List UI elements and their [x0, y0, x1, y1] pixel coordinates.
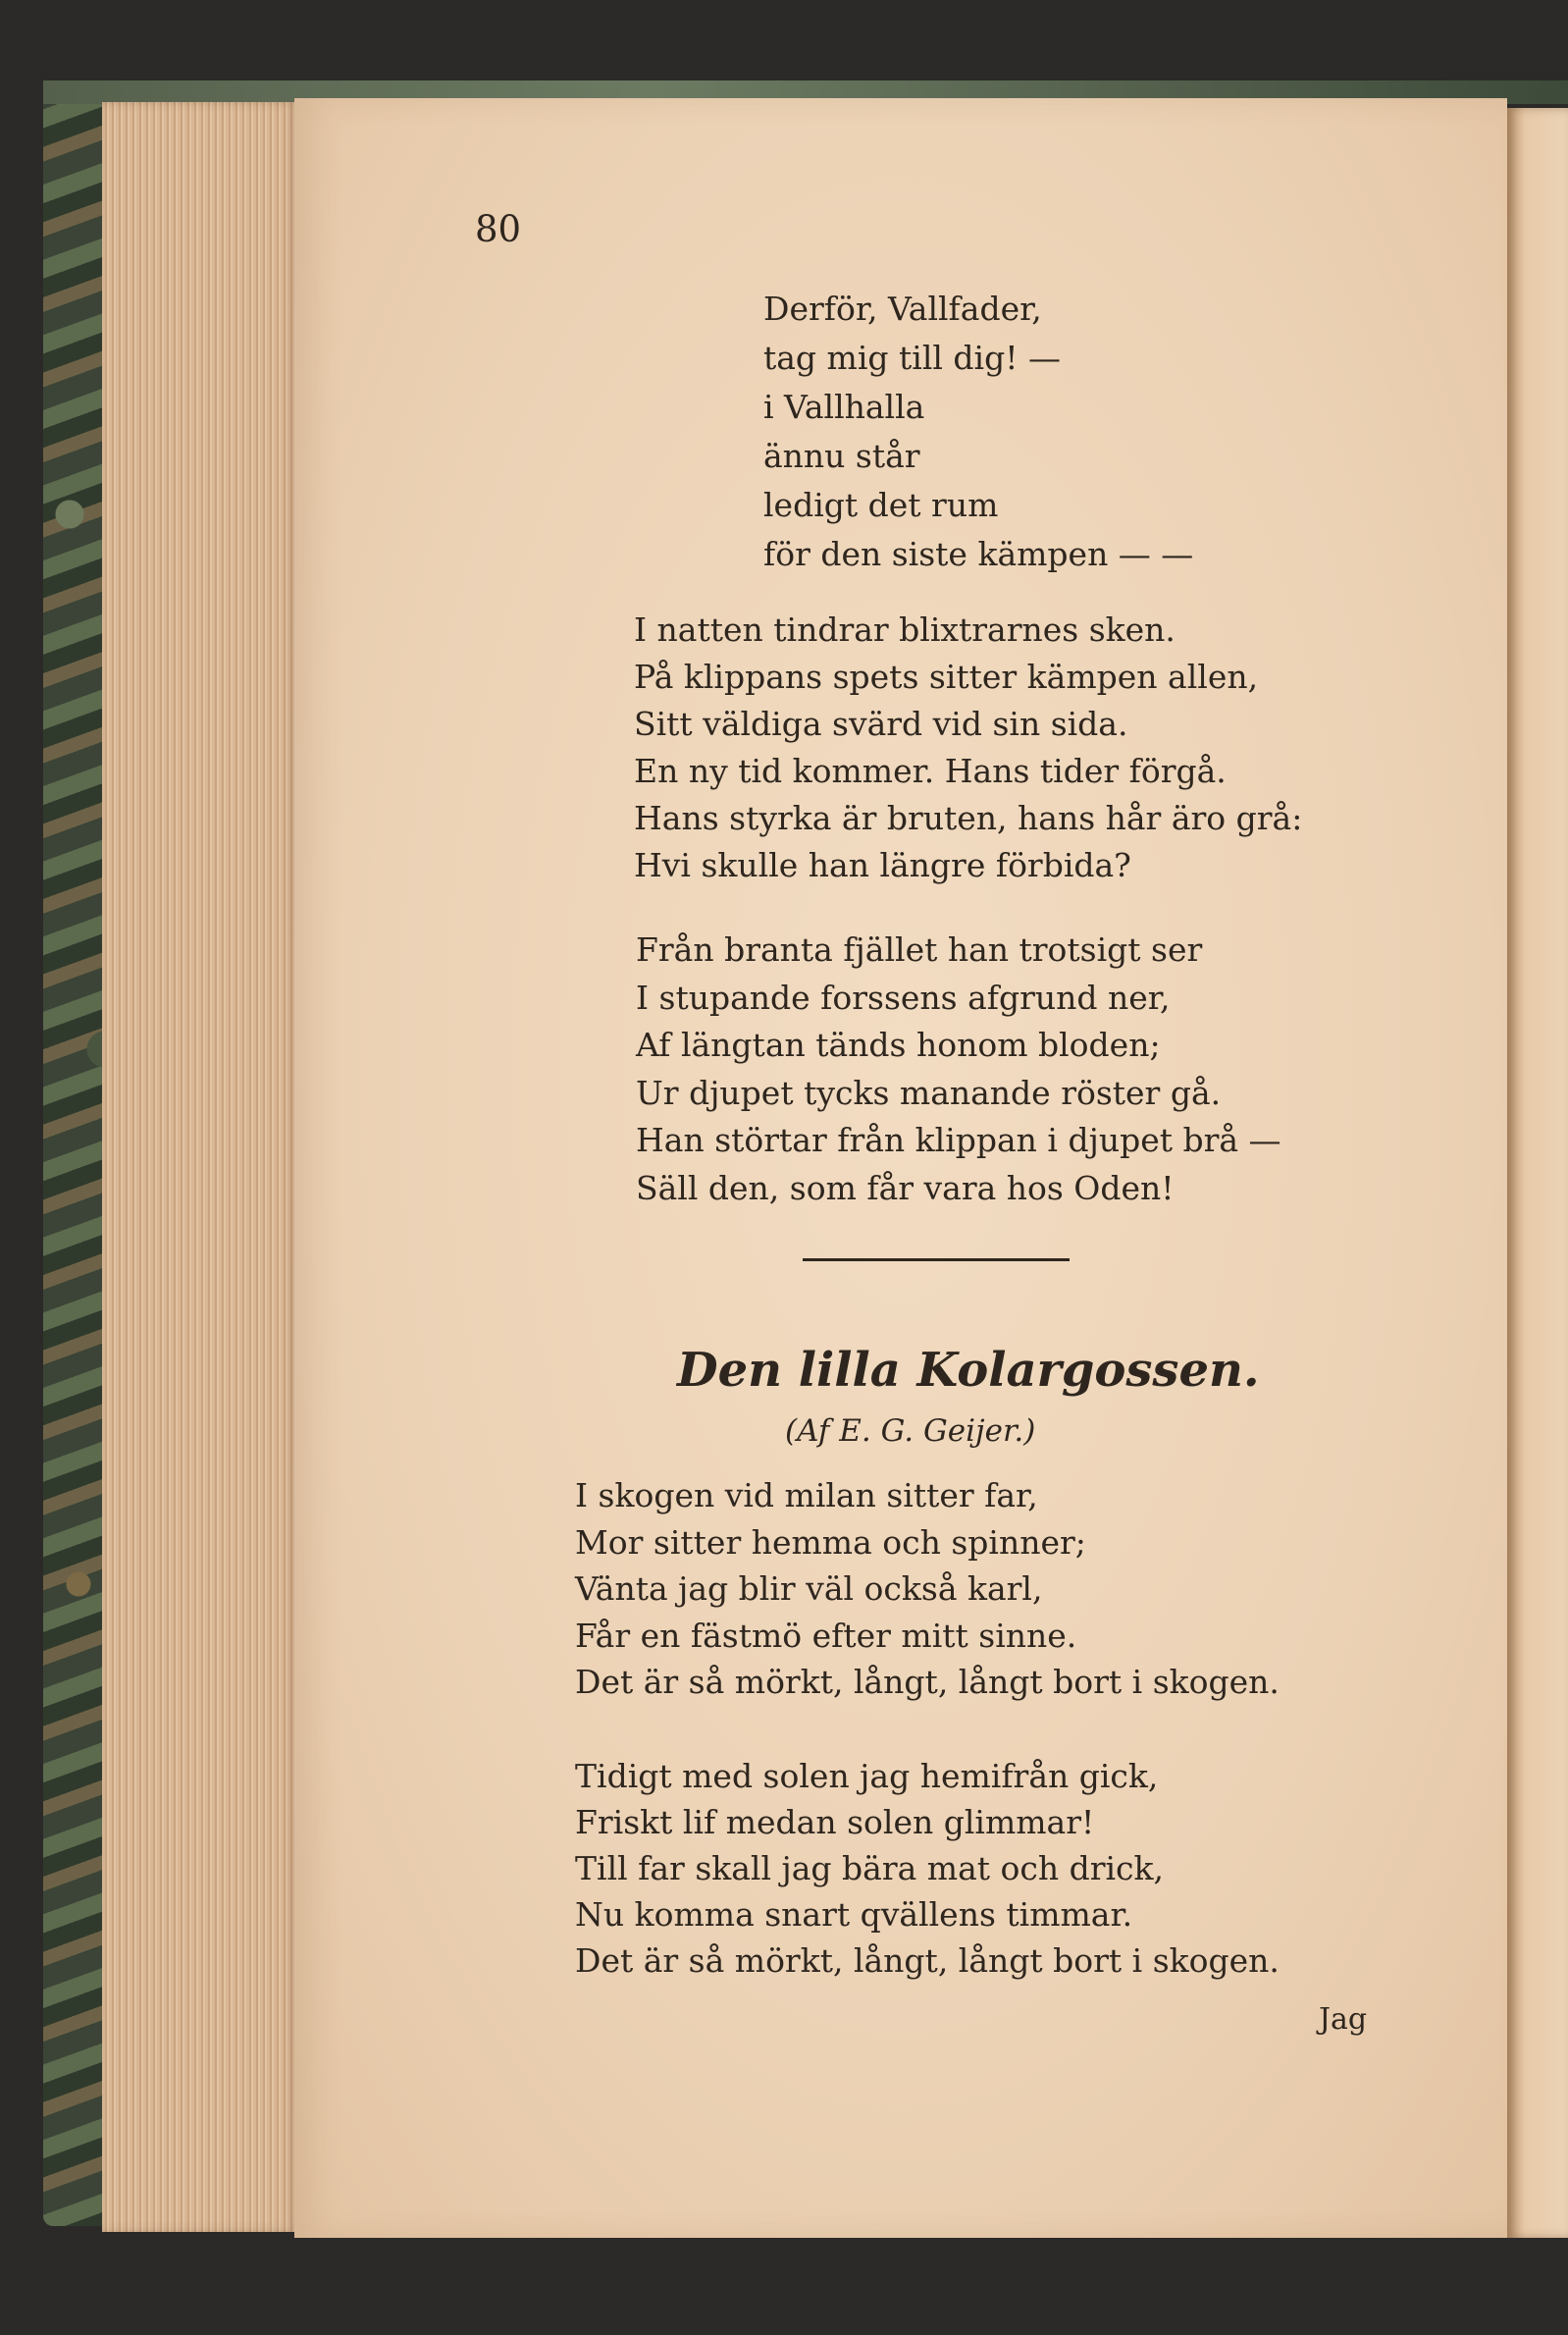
- verse-line: Mor sitter hemma och spinner;: [575, 1522, 1086, 1562]
- verse-line: På klippans spets sitter kämpen allen,: [634, 658, 1259, 696]
- verse-line: En ny tid kommer. Hans tider förgå.: [634, 752, 1227, 790]
- verse-line: Det är så mörkt, långt, långt bort i skogen.: [575, 1941, 1280, 1980]
- verse-line: Nu komma snart qvällens timmar.: [575, 1895, 1133, 1934]
- verse-line: tag mig till dig! —: [763, 339, 1061, 377]
- verse-line: ledigt det rum: [763, 486, 999, 524]
- stanza-1: [763, 285, 1193, 579]
- verse-line: I natten tindrar blixtrarnes sken.: [634, 610, 1176, 649]
- stanza-5: [575, 1753, 1280, 1984]
- verse-line: Sitt väldiga svärd vid sin sida.: [634, 705, 1128, 743]
- verse-line: Vänta jag blir väl också karl,: [575, 1569, 1043, 1608]
- next-page-edge: [1507, 108, 1568, 2238]
- poem-title: Den lilla Kolargossen.: [677, 1343, 1260, 1398]
- verse-line: I stupande forssens afgrund ner,: [636, 978, 1171, 1017]
- verse-line: Får en fästmö efter mitt sinne.: [575, 1616, 1077, 1655]
- poem-author: (Af E. G. Geijer.): [785, 1413, 1036, 1449]
- verse-line: Till far skall jag bära mat och drick,: [575, 1849, 1165, 1887]
- verse-line: för den siste kämpen — —: [763, 535, 1194, 573]
- verse-line: Han störtar från klippan i djupet brå —: [636, 1121, 1281, 1159]
- stanza-3: [636, 927, 1281, 1212]
- verse-line: Ur djupet tycks manande röster gå.: [636, 1073, 1222, 1112]
- verse-line: Från branta fjället han trotsigt ser: [636, 930, 1203, 969]
- verse-line: i Vallhalla: [763, 388, 925, 426]
- page-leaves-edge: [102, 102, 298, 2232]
- verse-line: Friskt lif medan solen glimmar!: [575, 1803, 1095, 1841]
- verse-line: Hans styrka är bruten, hans hår äro grå:: [634, 799, 1303, 837]
- verse-line: Derför, Vallfader,: [763, 290, 1042, 328]
- verse-line: Af längtan tänds honom bloden;: [636, 1026, 1161, 1064]
- verse-line: Hvi skulle han längre förbida?: [634, 846, 1131, 884]
- verse-line: Säll den, som får vara hos Oden!: [636, 1168, 1175, 1207]
- page-number: 80: [475, 208, 522, 250]
- section-divider: [803, 1258, 1070, 1261]
- verse-line: Tidigt med solen jag hemifrån gick,: [575, 1757, 1159, 1795]
- catchword: Jag: [1319, 2002, 1368, 2037]
- verse-line: Det är så mörkt, långt, långt bort i skogen.: [575, 1663, 1280, 1701]
- verse-line: I skogen vid milan sitter far,: [575, 1476, 1038, 1514]
- stanza-4: [575, 1472, 1280, 1706]
- verse-line: ännu står: [763, 437, 920, 475]
- stanza-2: [634, 607, 1302, 889]
